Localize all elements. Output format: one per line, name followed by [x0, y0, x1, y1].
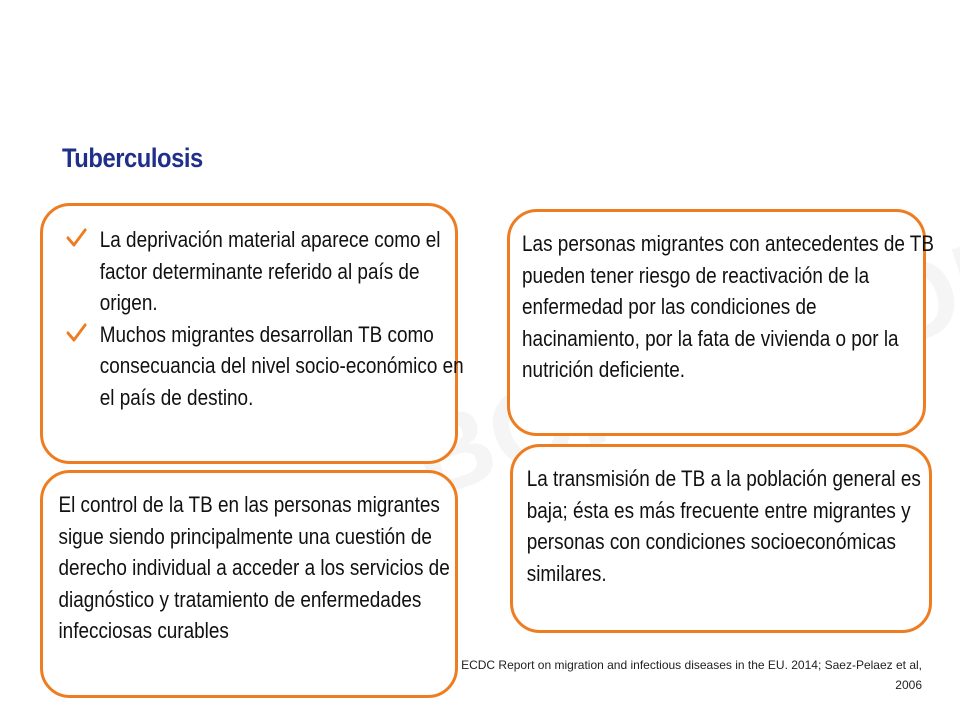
box-transmission	[510, 444, 932, 633]
list-item	[65, 319, 476, 414]
box-reactivation-risk	[507, 209, 934, 436]
box-tb-control	[40, 470, 458, 698]
box-material-deprivation	[40, 203, 464, 464]
box-text: El control de la TB en las personas migrantes sigue siendo principalmente una cuestión de derecho individual a acceder a los servicios de diagnóstico y tratamiento de enfermedades infecciosas curables	[58, 492, 450, 643]
bullet-text: La deprivación material aparece como el factor determinante referido al país de origen.	[99, 227, 441, 315]
checkmark-icon	[65, 225, 87, 251]
bullet-list	[43, 206, 476, 413]
slide-title: Tuberculosis	[62, 143, 203, 173]
checkmark-icon	[65, 320, 87, 346]
bullet-text: Muchos migrantes desarrollan TB como consecuancia del nivel socio-económico en el país de destino.	[99, 321, 464, 410]
box-text: La transmisión de TB a la población general es baja; ésta es más frecuente entre migrantes y personas con condiciones socioeconómicas similares.	[526, 466, 921, 586]
list-item	[65, 224, 476, 319]
citation: ECDC Report on migration and infectious diseases in the EU. 2014; Saez-Pelaez et al, 2006	[461, 658, 922, 692]
box-text: Las personas migrantes con antecedentes de TB pueden tener riesgo de reactivación de la enfermedad por las condiciones de hacinamiento, por la fata de vivienda o por la nutrición deficiente.	[522, 231, 934, 382]
